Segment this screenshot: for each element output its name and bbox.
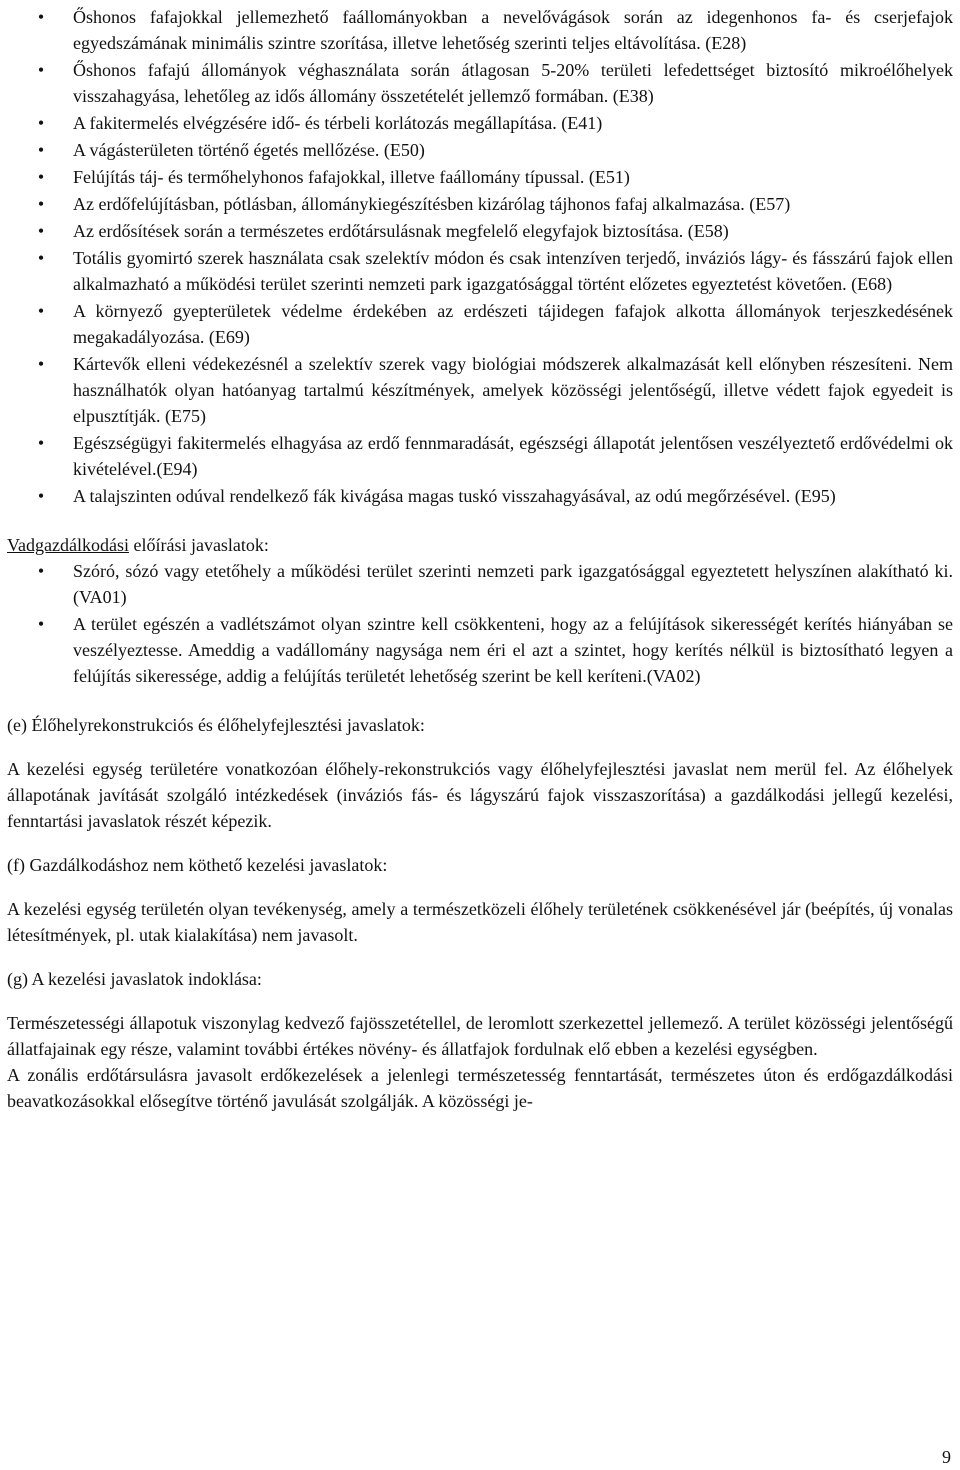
bullet-icon: • bbox=[37, 7, 45, 27]
section-f-heading: (f) Gazdálkodáshoz nem köthető kezelési javaslatok: bbox=[7, 855, 388, 875]
list-item bbox=[7, 298, 953, 350]
list-item bbox=[7, 245, 953, 297]
page-number: 9 bbox=[942, 1447, 951, 1467]
game-management-list bbox=[7, 558, 953, 689]
list-item bbox=[7, 351, 953, 429]
list-item bbox=[7, 483, 953, 509]
list-item-text: A fakitermelés elvégzésére idő- és térbeli korlátozás megállapítása. (E41) bbox=[73, 113, 603, 133]
list-item bbox=[7, 611, 953, 689]
game-management-heading bbox=[7, 532, 953, 558]
section-g-text-2: A zonális erdőtársulásra javasolt erdőkezelések a jelenlegi természetesség fenntartását, természetes úton és erdőgazdálkodási beavatkozásokkal elősegítve történő javulását szolgálják. A közösségi je- bbox=[7, 1065, 953, 1111]
bullet-icon: • bbox=[37, 248, 45, 268]
list-item bbox=[7, 137, 953, 163]
list-item-text: Kártevők elleni védekezésnél a szelektív szerek vagy biológiai módszerek alkalmazását kell előnyben részesíteni. Nem használhatók olyan hatóanyag tartalmú készítmények, amelyek közösségi jelentőségű, illetve védett fajok egyedeit is elpusztítják. (E75) bbox=[73, 354, 953, 426]
list-item-text: Őshonos fafajú állományok véghasználata során átlagosan 5-20% területi lefedettséget biztosító mikroélőhelyek visszahagyása, lehetőleg az idős állomány összetételét jellemző formában. (E38) bbox=[73, 60, 953, 106]
section-e-heading: (e) Élőhelyrekonstrukciós és élőhelyfejlesztési javaslatok: bbox=[7, 715, 425, 735]
bullet-icon: • bbox=[37, 486, 45, 506]
forestry-list bbox=[7, 4, 953, 509]
list-item-text: A környező gyepterületek védelme érdekében az erdészeti tájidegen fafajok alkotta állományok terjeszkedésének megakadályozása. (E69) bbox=[73, 301, 953, 347]
list-item bbox=[7, 4, 953, 56]
bullet-icon: • bbox=[37, 354, 45, 374]
list-item bbox=[7, 57, 953, 109]
bullet-icon: • bbox=[37, 221, 45, 241]
game-heading-underlined: Vadgazdálkodási bbox=[7, 535, 129, 555]
list-item-text: Az erdősítések során a természetes erdőtársulásnak megfelelő elegyfajok biztosítása. (E58) bbox=[73, 221, 729, 241]
list-item bbox=[7, 430, 953, 482]
section-f-text: A kezelési egység területén olyan tevékenység, amely a természetközeli élőhely területének csökkenésével jár (beépítés, új vonalas létesítmények, pl. utak kialakítása) nem javasolt. bbox=[7, 899, 953, 945]
list-item-text: A terület egészén a vadlétszámot olyan szintre kell csökkenteni, hogy az a felújítások sikerességét kerítés hiányában se veszélyeztesse. Ameddig a vadállomány nagysága nem éri el azt a szintet, hogy kerítés nélkül is biztosítható legyen a felújítás sikeressége, addig a felújítás területét lehetőség szerint be kell keríteni.(VA02) bbox=[73, 614, 953, 686]
list-item-text: Totális gyomirtó szerek használata csak szelektív módon és csak intenzíven terjedő, inváziós lágy- és fásszárú fajok ellen alkalmazható a működési terület szerinti nemzeti park igazgatósággal történt előzetes egyeztetést követően. (E68) bbox=[73, 248, 953, 294]
list-item bbox=[7, 191, 953, 217]
bullet-icon: • bbox=[37, 194, 45, 214]
bullet-icon: • bbox=[37, 614, 45, 634]
bullet-icon: • bbox=[37, 561, 45, 581]
list-item bbox=[7, 558, 953, 610]
list-item-text: Őshonos fafajokkal jellemezhető faállományokban a nevelővágások során az idegenhonos fa- és cserjefajok egyedszámának minimális szintre szorítása, illetve lehetőség szerinti teljes eltávolítása. (E28) bbox=[73, 7, 953, 53]
bullet-icon: • bbox=[37, 113, 45, 133]
section-g-heading: (g) A kezelési javaslatok indoklása: bbox=[7, 969, 262, 989]
list-item-text: Felújítás táj- és termőhelyhonos fafajokkal, illetve faállomány típussal. (E51) bbox=[73, 167, 630, 187]
list-item bbox=[7, 110, 953, 136]
list-item-text: A vágásterületen történő égetés mellőzése. (E50) bbox=[73, 140, 425, 160]
bullet-icon: • bbox=[37, 60, 45, 80]
list-item-text: Szóró, sózó vagy etetőhely a működési terület szerinti nemzeti park igazgatósággal egyeztetett helyszínen alakítható ki. (VA01) bbox=[73, 561, 953, 607]
list-item-text: Az erdőfelújításban, pótlásban, állománykiegészítésben kizárólag tájhonos fafaj alkalmazása. (E57) bbox=[73, 194, 791, 214]
list-item bbox=[7, 218, 953, 244]
page-content bbox=[7, 4, 953, 1114]
bullet-icon: • bbox=[37, 433, 45, 453]
bullet-icon: • bbox=[37, 140, 45, 160]
list-item-text: A talajszinten odúval rendelkező fák kivágása magas tuskó visszahagyásával, az odú megőrzésével. (E95) bbox=[73, 486, 836, 506]
bullet-icon: • bbox=[37, 167, 45, 187]
list-item-text: Egészségügyi fakitermelés elhagyása az erdő fennmaradását, egészségi állapotát jelentősen veszélyeztető erdővédelmi ok kivételével.(E94) bbox=[73, 433, 953, 479]
section-g-text-1: Természetességi állapotuk viszonylag kedvező fajösszetétellel, de leromlott szerkezettel jellemező. A terület közösségi jelentőségű állatfajainak egy része, valamint további értékes növény- és állatfajok fordulnak elő ebben a kezelési egységben. bbox=[7, 1013, 953, 1059]
game-heading-rest: előírási javaslatok: bbox=[128, 535, 269, 555]
list-item bbox=[7, 164, 953, 190]
section-e-text: A kezelési egység területére vonatkozóan élőhely-rekonstrukciós vagy élőhelyfejlesztési javaslat nem merül fel. Az élőhelyek állapotának javítását szolgáló intézkedések (inváziós fás- és lágyszárú fajok visszaszorítása) a gazdálkodási jellegű kezelési, fenntartási javaslatok részét képezik. bbox=[7, 759, 953, 831]
bullet-icon: • bbox=[37, 301, 45, 321]
